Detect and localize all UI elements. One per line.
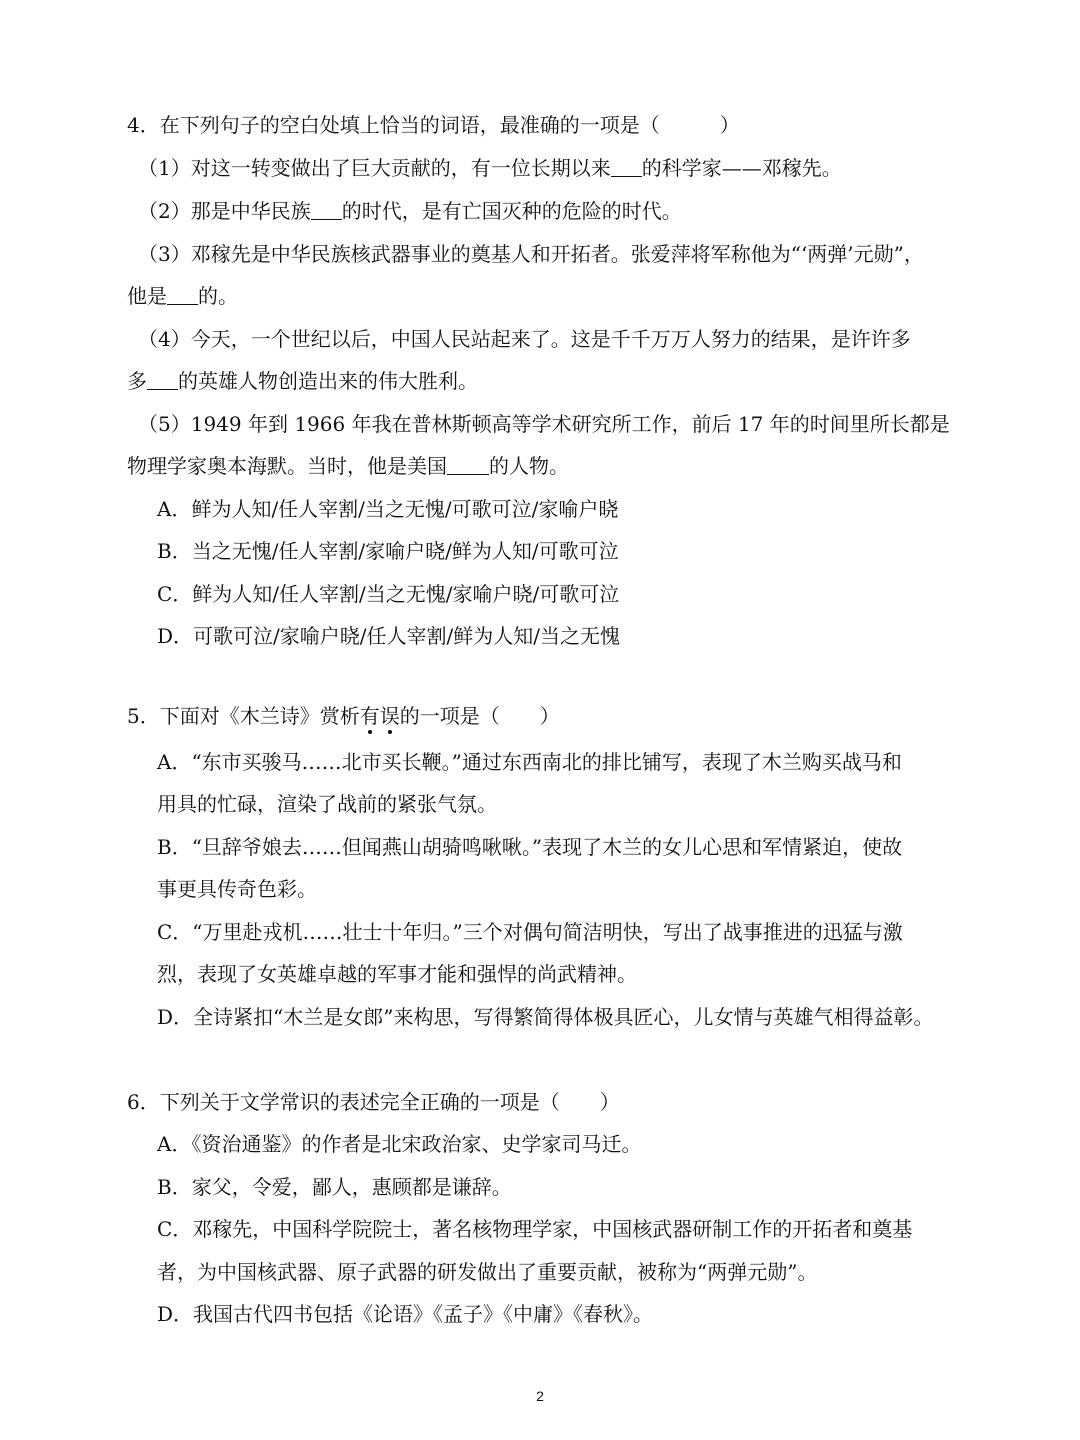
q4-sentence-1: （1）对这一转变做出了巨大贡献的，有一位长期以来 的科学家——邓稼先。 <box>138 156 842 180</box>
q5-option-b-line-2: 事更具传奇色彩。 <box>157 877 317 901</box>
q4-sentence-5-line-2: 物理学家奥本海默。当时，他是美国 的人物。 <box>127 454 569 478</box>
emphasis-mark: 误 <box>379 704 400 728</box>
q5-stem: 5．下面对《木兰诗》赏析有误的一项是（ ） <box>127 704 560 728</box>
answer-blank <box>311 199 342 220</box>
q4-sentence-4-line-1: （4）今天，一个世纪以后，中国人民站起来了。这是千千万万人努力的结果，是许许多 <box>138 327 911 351</box>
q4-option-c: C．鲜为人知/任人宰割/当之无愧/家喻户晓/可歌可泣 <box>157 582 620 606</box>
q6-option-b: B．家父，令爱，鄙人，惠顾都是谦辞。 <box>157 1175 512 1199</box>
q6-option-c-line-2: 者，为中国核武器、原子武器的研发做出了重要贡献，被称为“两弹元勋”。 <box>157 1260 818 1284</box>
q6-option-a: A．《资治通鉴》的作者是北宋政治家、史学家司马迁。 <box>157 1132 642 1156</box>
q4-stem: 4．在下列句子的空白处填上恰当的词语，最准确的一项是（ ） <box>127 113 740 137</box>
q6-option-d: D．我国古代四书包括《论语》《孟子》《中庸》《春秋》。 <box>157 1302 654 1326</box>
q4-option-a: A．鲜为人知/任人宰割/当之无愧/可歌可泣/家喻户晓 <box>157 497 619 521</box>
q4-sentence-3-line-2: 他是 的。 <box>127 284 238 308</box>
q4-sentence-3-line-1: （3）邓稼先是中华民族核武器事业的奠基人和开拓者。张爱萍将军称他为“‘两弹’元勋”， <box>138 242 924 266</box>
q4-sentence-4-line-2: 多 的英雄人物创造出来的伟大胜利。 <box>127 369 478 393</box>
q4-sentence-5-line-1: （5）1949 年到 1966 年我在普林斯顿高等学术研究所工作，前后 17 年的时间里所长都是 <box>138 412 950 436</box>
q4-option-b: B．当之无愧/任人宰割/家喻户晓/鲜为人知/可歌可泣 <box>157 539 619 563</box>
answer-blank <box>611 156 642 177</box>
q6-stem: 6．下列关于文学常识的表述完全正确的一项是（ ） <box>127 1090 620 1114</box>
answer-blank <box>447 454 489 475</box>
q5-option-a-line-1: A．“东市买骏马……北市买长鞭。”通过东西南北的排比铺写，表现了木兰购买战马和 <box>157 750 902 774</box>
answer-blank <box>167 284 198 305</box>
q4-option-d: D．可歌可泣/家喻户晓/任人宰割/鲜为人知/当之无愧 <box>157 624 620 648</box>
q4-sentence-2: （2）那是中华民族 的时代，是有亡国灭种的危险的时代。 <box>138 199 682 223</box>
q5-option-d: D．全诗紧扣“木兰是女郎”来构思，写得繁简得体极具匠心，儿女情与英雄气相得益彰。 <box>157 1005 934 1029</box>
q5-option-c-line-1: C．“万里赴戎机……壮士十年归。”三个对偶句简洁明快，写出了战事推进的迅猛与激 <box>157 920 903 944</box>
q6-option-c-line-1: C．邓稼先，中国科学院院士，著名核物理学家，中国核武器研制工作的开拓者和奠基 <box>157 1217 913 1241</box>
emphasis-mark: 有 <box>359 704 380 728</box>
q5-option-a-line-2: 用具的忙碌，渲染了战前的紧张气氛。 <box>157 792 497 816</box>
page-number: 2 <box>536 1388 544 1404</box>
q5-option-b-line-1: B．“旦辞爷娘去……但闻燕山胡骑鸣啾啾。”表现了木兰的女儿心思和军情紧迫，使故 <box>157 835 903 859</box>
answer-blank <box>147 369 178 390</box>
q5-option-c-line-2: 烈，表现了女英雄卓越的军事才能和强悍的尚武精神。 <box>157 962 637 986</box>
